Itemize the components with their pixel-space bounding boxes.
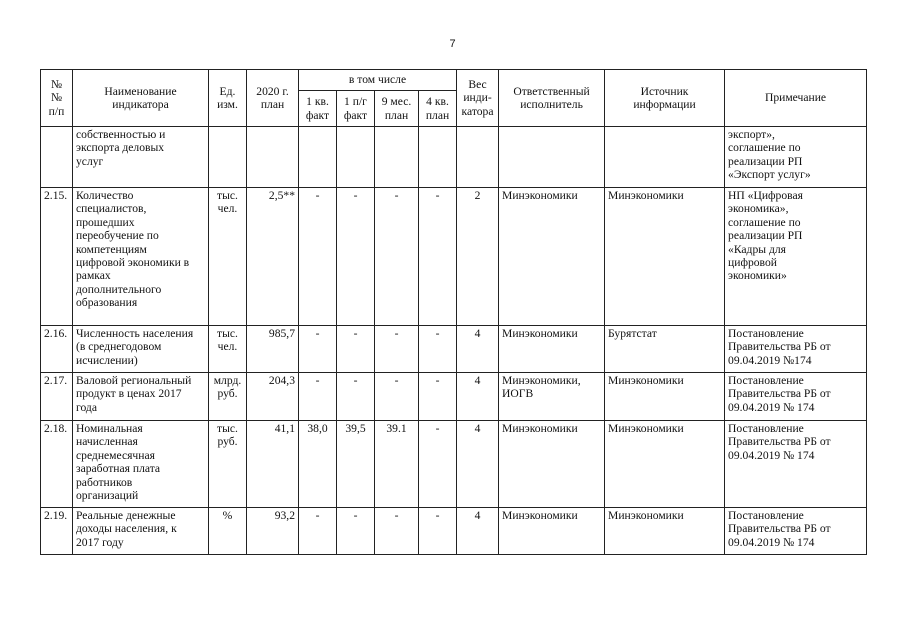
table-header <box>41 70 867 127</box>
cell-plan <box>247 127 299 188</box>
cell-weight: 2 <box>457 188 499 326</box>
cell-plan: 985,7 <box>247 326 299 373</box>
cell-source: Бурятстат <box>605 326 725 373</box>
header-name <box>73 70 209 127</box>
header-including <box>299 70 457 91</box>
cell-weight: 4 <box>457 373 499 421</box>
cell-q4: - <box>419 373 457 421</box>
cell-note: экспорт», соглашение по реализации РП «Экспорт услуг» <box>725 127 867 188</box>
cell-unit: млрд. руб. <box>209 373 247 421</box>
cell-q4: - <box>419 188 457 326</box>
cell-note: Постановление Правительства РБ от 09.04.2019 №174 <box>725 326 867 373</box>
cell-source: Минэкономики <box>605 188 725 326</box>
cell-q4: - <box>419 326 457 373</box>
cell-h1: - <box>337 373 375 421</box>
header-source <box>605 70 725 127</box>
header-weight <box>457 70 499 127</box>
cell-unit: тыс. чел. <box>209 326 247 373</box>
cell-source <box>605 127 725 188</box>
cell-m9: - <box>375 188 419 326</box>
cell-note: НП «Цифровая экономика», соглашение по реализации РП «Кадры для цифровой экономики» <box>725 188 867 326</box>
cell-m9 <box>375 127 419 188</box>
header-executor <box>499 70 605 127</box>
cell-number <box>41 127 73 188</box>
header-q4 <box>419 91 457 127</box>
header-note <box>725 70 867 127</box>
cell-q1: - <box>299 508 337 555</box>
cell-name: Реальные денежные доходы населения, к 2017 году <box>73 508 209 555</box>
header-source-label: Источник информации <box>633 84 696 111</box>
header-executor-label: Ответственный исполнитель <box>513 84 590 111</box>
header-number <box>41 70 73 127</box>
header-m9-label: 9 мес. план <box>381 95 412 122</box>
table-row <box>41 188 867 326</box>
cell-q4: - <box>419 421 457 508</box>
cell-number: 2.16. <box>41 326 73 373</box>
cell-number: 2.19. <box>41 508 73 555</box>
header-unit-label: Ед. изм. <box>217 84 238 111</box>
cell-h1: - <box>337 326 375 373</box>
cell-plan: 93,2 <box>247 508 299 555</box>
cell-m9: - <box>375 326 419 373</box>
header-m9 <box>375 91 419 127</box>
header-weight-label: Вес инди- катора <box>461 77 494 118</box>
cell-note: Постановление Правительства РБ от 09.04.2019 № 174 <box>725 508 867 555</box>
cell-name: Количество специалистов, прошедших переобучение по компетенциям цифровой экономики в рамках дополнительного образования <box>73 188 209 326</box>
cell-m9: 39.1 <box>375 421 419 508</box>
header-h1 <box>337 91 375 127</box>
cell-weight <box>457 127 499 188</box>
cell-executor: Минэкономики <box>499 188 605 326</box>
cell-number: 2.17. <box>41 373 73 421</box>
cell-h1: 39,5 <box>337 421 375 508</box>
cell-number: 2.15. <box>41 188 73 326</box>
cell-unit <box>209 127 247 188</box>
cell-m9: - <box>375 508 419 555</box>
cell-weight: 4 <box>457 508 499 555</box>
cell-executor: Минэкономики, ИОГВ <box>499 373 605 421</box>
cell-unit: тыс. чел. <box>209 188 247 326</box>
table-row <box>41 127 867 188</box>
cell-q1: - <box>299 326 337 373</box>
cell-executor: Минэкономики <box>499 326 605 373</box>
cell-source: Минэкономики <box>605 421 725 508</box>
table-row <box>41 373 867 421</box>
cell-q4: - <box>419 508 457 555</box>
page-number: 7 <box>449 38 456 50</box>
header-number-label: № № п/п <box>48 77 65 118</box>
cell-unit: % <box>209 508 247 555</box>
cell-weight: 4 <box>457 421 499 508</box>
cell-executor: Минэкономики <box>499 508 605 555</box>
cell-h1: - <box>337 188 375 326</box>
header-q4-label: 4 кв. план <box>425 95 450 122</box>
cell-source: Минэкономики <box>605 508 725 555</box>
table-row <box>41 421 867 508</box>
cell-plan: 204,3 <box>247 373 299 421</box>
cell-unit: тыс. руб. <box>209 421 247 508</box>
cell-name: Номинальная начисленная среднемесячная заработная плата работников организаций <box>73 421 209 508</box>
indicator-table <box>40 69 867 555</box>
cell-m9: - <box>375 373 419 421</box>
table-body <box>41 127 867 555</box>
cell-q1: 38,0 <box>299 421 337 508</box>
table-row <box>41 508 867 555</box>
header-note-label: Примечание <box>764 91 827 105</box>
cell-name: Численность населения (в среднегодовом исчислении) <box>73 326 209 373</box>
cell-source: Минэкономики <box>605 373 725 421</box>
table-row <box>41 326 867 373</box>
cell-q1: - <box>299 188 337 326</box>
cell-name: собственностью и экспорта деловых услуг <box>73 127 209 188</box>
cell-weight: 4 <box>457 326 499 373</box>
cell-q4 <box>419 127 457 188</box>
header-including-label: в том числе <box>348 73 407 87</box>
cell-note: Постановление Правительства РБ от 09.04.2019 № 174 <box>725 421 867 508</box>
cell-q1 <box>299 127 337 188</box>
cell-number: 2.18. <box>41 421 73 508</box>
header-q1-label: 1 кв. факт <box>305 95 330 122</box>
cell-q1: - <box>299 373 337 421</box>
cell-plan: 2,5** <box>247 188 299 326</box>
header-h1-label: 1 п/г факт <box>343 95 368 122</box>
cell-executor <box>499 127 605 188</box>
header-q1 <box>299 91 337 127</box>
cell-h1 <box>337 127 375 188</box>
header-unit <box>209 70 247 127</box>
cell-name: Валовой региональный продукт в ценах 2017 года <box>73 373 209 421</box>
cell-executor: Минэкономики <box>499 421 605 508</box>
header-plan-2020 <box>247 70 299 127</box>
cell-note: Постановление Правительства РБ от 09.04.2019 № 174 <box>725 373 867 421</box>
header-name-label: Наименование индикатора <box>104 84 177 111</box>
cell-h1: - <box>337 508 375 555</box>
cell-plan: 41,1 <box>247 421 299 508</box>
header-plan-label: 2020 г. план <box>256 84 289 111</box>
